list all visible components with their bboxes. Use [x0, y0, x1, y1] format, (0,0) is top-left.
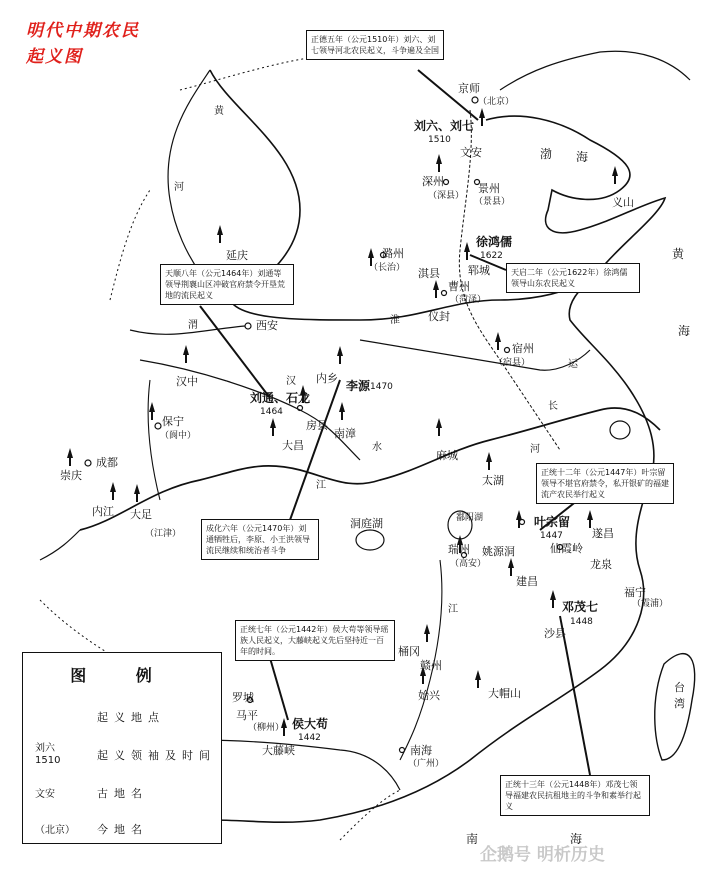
leader-liu-tong-year: 1464 [260, 407, 283, 417]
place-changzhi: （长治） [369, 263, 406, 273]
place-ruizhou: 瑞州 [448, 543, 470, 556]
sea-hai: 海 [678, 324, 691, 338]
note-ye-zongliu: 正统十二年（公元1447年）叶宗留领导不堪官府禁令，私开银矿的福建流产农民举行起义 [536, 463, 674, 504]
leader-hou-dagou-name: 侯大苟 [292, 717, 329, 731]
note-xu-hongru: 天启二年（公元1622年）徐鸿儒领导山东农民起义 [506, 263, 640, 293]
place-caozhou: 曹州 [448, 280, 470, 293]
jinsha-river [40, 530, 80, 560]
note-chenghua: 成化六年（公元1470年）刘通牺牲后，李原、小王洪领导流民继续和统治者斗争 [201, 519, 319, 560]
sea-bohai-1: 渤 [540, 147, 553, 161]
sea-huang: 黄 [672, 247, 685, 261]
leader-ye-zongliu-name: 叶宗留 [534, 515, 571, 529]
place-gaoan: （高安） [450, 559, 487, 569]
leader-li-yuan-name: 李源 [346, 379, 371, 393]
river-yun: 运 [568, 359, 578, 370]
note-deng-maoqi: 正统十三年（公元1448年）邓茂七领导福建农民抗租地主的斗争和素举行起义 [500, 775, 650, 816]
place-macheng: 麻城 [436, 449, 458, 462]
river-jiang: 江 [448, 604, 458, 615]
place-poyanghu: 鄱阳湖 [456, 513, 484, 523]
jialing-river [148, 380, 160, 500]
place-shixing: 始兴 [418, 689, 440, 702]
place-yifeng: 仪封 [428, 310, 450, 323]
map-title-line1: 明代中期农民 [26, 21, 140, 41]
leader-ye-zongliu-year: 1447 [540, 531, 563, 541]
xi-river [200, 740, 400, 790]
place-hanzhong: 汉中 [176, 375, 198, 388]
place-suxian: （宿县） [494, 358, 531, 368]
place-beijing: （北京） [478, 97, 515, 107]
place-xian: 西安 [256, 319, 278, 332]
sea-nan: 南 [466, 832, 479, 846]
place-guangzhou: （广州） [408, 759, 445, 769]
place-dafengshan: 大帽山 [488, 687, 521, 700]
place-jiangjin: （江津） [145, 529, 182, 539]
place-jianchang: 建昌 [516, 575, 538, 588]
place-yishan: 义山 [612, 196, 634, 209]
map-title [26, 18, 140, 70]
river-yangtze-1: 长 [548, 401, 558, 412]
legend [22, 652, 222, 844]
place-longquan: 龙泉 [590, 558, 612, 571]
leader-liu-qi-name: 刘六、刘七 [414, 119, 475, 133]
place-taiwan: 台湾 [674, 681, 685, 710]
legend-key-oldname: 文安 [35, 789, 55, 800]
place-yuncheng: 郓城 [468, 264, 490, 277]
river-han: 汉 [286, 376, 296, 387]
place-neixiang: 内乡 [316, 372, 338, 385]
place-funing: 福宁 [624, 586, 646, 599]
place-jingxian: （景县） [474, 197, 511, 207]
place-fangxian: 房县 [306, 419, 328, 432]
leader-line [418, 70, 478, 120]
place-shenxian: （深县） [428, 191, 465, 201]
place-qixian: 淇县 [418, 267, 440, 280]
place-yanqing: 延庆 [226, 249, 248, 262]
place-jingshi: 京师 [458, 82, 480, 95]
place-suzhou: 宿州 [512, 342, 534, 355]
place-chengdu: 成都 [96, 456, 118, 469]
leader-xu-hongru-name: 徐鸿儒 [476, 235, 513, 249]
river-wei: 渭 [188, 320, 198, 331]
place-luocheng: 罗城 [232, 691, 254, 704]
place-shaxian: 沙县 [544, 627, 566, 640]
river-huai: 淮 [390, 315, 400, 326]
legend-desc-leader: 起义领袖及时间 [97, 749, 216, 762]
place-tonggang: 桶冈 [398, 645, 420, 658]
river-yellow-2: 河 [174, 182, 184, 193]
note-hou-dagou: 正统七年（公元1442年）侯大苟等领导瑶族人民起义，大藤峡起义先后坚持近一百年的时间。 [235, 620, 395, 661]
leader-hou-dagou-year: 1442 [298, 733, 321, 743]
place-heze: （菏泽） [450, 295, 487, 305]
sea-hai3: 海 [570, 832, 583, 846]
dongting-lake [356, 530, 384, 550]
place-liuzhou: （柳州） [248, 723, 285, 733]
place-xianxialing: 仙霞岭 [550, 542, 583, 555]
river-yangtze-2: 江 [316, 480, 326, 491]
place-xiapu: （霞浦） [632, 599, 669, 609]
note-tianshun: 天顺八年（公元1464年）刘通等领导荆襄山区冲破官府禁令开垦荒地的流民起义 [160, 264, 294, 305]
peninsula [500, 51, 690, 90]
place-dongtinghu: 洞庭湖 [350, 517, 383, 530]
leader-deng-maoqi-year: 1448 [570, 617, 593, 627]
leader-deng-maoqi-name: 邓茂七 [562, 600, 599, 614]
place-langzhong: （阆中） [160, 431, 197, 441]
leader-liu-tong-name: 刘通、石龙 [250, 391, 311, 405]
legend-key-leader: 刘六 1510 [35, 743, 61, 766]
place-luzhou: 潞州 [382, 247, 404, 260]
legend-desc-newname: 今地名 [97, 823, 148, 836]
leader-xu-hongru-year: 1622 [480, 251, 503, 261]
river-yellow-1: 黄 [214, 106, 224, 117]
leader-line [270, 658, 288, 720]
place-jingzhou: 景州 [478, 182, 500, 195]
watermark: 企鹅号 明析历史 [480, 845, 605, 865]
place-chongqing: 崇庆 [60, 469, 82, 482]
sea-bohai-2: 海 [576, 150, 589, 164]
place-nanzhang: 南漳 [334, 427, 356, 440]
place-baoning: 保宁 [162, 415, 184, 428]
place-suichang: 遂昌 [592, 527, 614, 540]
legend-desc-uprising: 起义地点 [97, 711, 165, 724]
note-liu-qi: 正德五年（公元1510年）刘六、刘七领导河北农民起义，斗争遍及全国 [306, 30, 444, 60]
river-he: 河 [530, 444, 540, 455]
legend-key-newname: （北京） [35, 825, 75, 836]
legend-title: 图 例 [70, 666, 174, 685]
place-neijiang: 内江 [92, 505, 114, 518]
map-title-line2: 起义图 [26, 47, 83, 67]
leader-liu-qi-year: 1510 [428, 135, 451, 145]
place-nanhai: 南海 [410, 744, 432, 757]
place-mabing: 马平 [236, 709, 258, 722]
place-ganzhou: 赣州 [420, 659, 442, 672]
place-datengxia: 大藤峡 [262, 744, 295, 757]
place-wenan: 文安 [460, 146, 482, 159]
leader-li-yuan-year: 1470 [370, 382, 393, 392]
huai-river [360, 340, 590, 370]
place-dazu: 大足 [130, 508, 152, 521]
place-dachang: 大昌 [282, 439, 304, 452]
legend-desc-oldname: 古地名 [97, 787, 148, 800]
tai-lake [610, 421, 630, 439]
place-shenzhou: 深州 [422, 175, 444, 188]
place-taihu: 太湖 [482, 474, 504, 487]
place-yaoyuandong: 姚源洞 [482, 545, 515, 558]
river-shui: 水 [372, 442, 382, 453]
